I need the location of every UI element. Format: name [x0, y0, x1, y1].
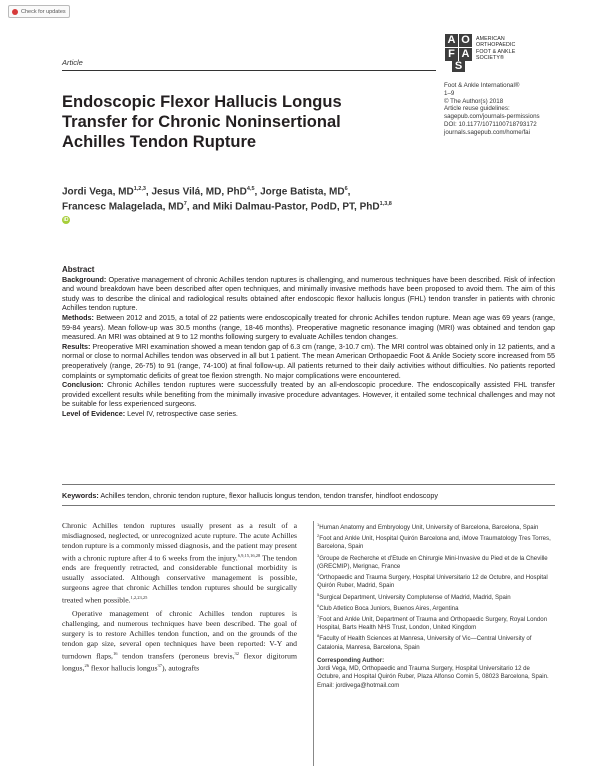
- author-affil-sup: 1,3,8: [379, 201, 392, 208]
- logo-letter: O: [459, 34, 472, 47]
- logo-letter: A: [445, 34, 458, 47]
- keywords-bottom-divider: [62, 505, 555, 506]
- author-affil-sup: 6: [344, 186, 348, 192]
- body-text-run: ), autografts: [161, 664, 200, 674]
- affiliation-text: Orthopaedic and Trauma Surgery, Hospital Universitario 12 de Octubre, and Hospital Quirón Ruber, Madrid, Spain: [317, 574, 548, 590]
- journal-info: [444, 82, 594, 137]
- keywords: [62, 491, 555, 500]
- author-sep: ,: [145, 186, 152, 198]
- citation-sup[interactable]: 16: [112, 651, 118, 656]
- corresponding-author-email[interactable]: Email: jordivega@hotmail.com: [317, 681, 400, 689]
- affiliation-sup: 3: [317, 552, 320, 558]
- abstract: [62, 265, 555, 419]
- aofas-logo: [445, 34, 595, 74]
- affiliations-divider: [313, 521, 314, 766]
- logo-line: FOOT & ANKLE: [476, 48, 516, 55]
- abstract-text: Chronic Achilles tendon ruptures were successfully treated by an all-endoscopic procedure. The endoscopically assisted FHL transfer provided excellent results while benefiting from the minimally invasive procedure advantages. However, it entailed some technical challenges and may not be suitable for less experienced surgeons.: [62, 380, 555, 409]
- body-text-run: Operative management of chronic Achilles tendon ruptures is challenging, and numerous techniques have been described. The goal of surgery is to restore Achilles tendon function, and on the grounds of the tendon gap size, several open techniques have been reported: V-Y and turndown flaps,: [62, 609, 297, 661]
- author-name: Jorge Batista, MD: [260, 186, 345, 198]
- abstract-background: [62, 275, 555, 313]
- abstract-text: Operative management of chronic Achilles tendon ruptures is challenging, and numerous techniques have been described. Risk of infection and wound breakdown have been described after open techniques, and minimally invasive methods have been proposed to avoid them. The aim of this study was to describe the clinical and radiological results obtained after endoscopic flexor hallucis longus (FHL) tendon transfer in patients with chronic Achilles tendon rupture.: [62, 274, 555, 313]
- logo-letter: A: [459, 48, 472, 61]
- body-paragraph: [62, 521, 297, 605]
- journal-reuse: Article reuse guidelines:: [444, 105, 510, 113]
- keywords-label: Keywords:: [62, 491, 99, 500]
- journal-pages: 1–9: [444, 89, 455, 97]
- abstract-label: Methods:: [62, 312, 94, 322]
- affiliation-item: [317, 571, 553, 590]
- abstract-text: Between 2012 and 2015, a total of 22 patients were endoscopically treated for chronic Achilles tendon rupture. Mean age was 69 years (range, 59-84 years). Mean follow-up was 30.5 months (range, 18-46 months). Preoperative magnetic resonance imaging (MRI) was obtained and tendon gap measured. An MRI was obtained at 9 to 12 months following surgery to evaluate Achilles tendon changes.: [62, 312, 555, 342]
- author-list: [62, 183, 392, 227]
- logo-letter: S: [452, 61, 465, 72]
- affiliation-sup: 5: [317, 591, 320, 597]
- corresponding-author-address: Jordi Vega, MD, Orthopaedic and Trauma Surgery, Hospital Universitario 12 de Octubre, and Hospital Quirón Ruber, Plaza Alfonso Comin 5, 08023 Barcelona, Spain.: [317, 665, 549, 681]
- affiliation-sup: 8: [317, 633, 320, 639]
- affiliations: [317, 521, 553, 690]
- journal-copyright: © The Author(s) 2018: [444, 97, 504, 105]
- body-text-run: flexor hallucis longus: [88, 664, 158, 674]
- abstract-label: Conclusion:: [62, 380, 104, 390]
- body-text-run: flexor digitorum longus,: [62, 651, 297, 674]
- citation-sup[interactable]: 6,9,15,16,28: [237, 552, 261, 558]
- affiliation-sup: 4: [317, 572, 320, 578]
- body-text-run: tendon transfers (peroneus brevis,: [117, 651, 235, 661]
- journal-name: Foot & Ankle International®: [444, 82, 520, 89]
- abstract-text: Preoperative MRI examination showed a mean tendon gap of 6.3 cm (range, 3-10.7 cm). The MRI control was obtained only in 12 patients, and a normal or close to normal Achilles tendon was observed in all but 1 patient. The mean American Orthopaedic Foot & Ankle Society score increased from 55 preoperatively (range, 26-75) to 91 (range, 74-100) at final follow-up. All patients returned to their daily activities without difficulties. No patients reported complaints or symptomatic deficits of great toe flexion strength. No major complications were encountered.: [62, 341, 555, 380]
- affiliation-item: [317, 591, 553, 602]
- author-sep: ,: [347, 186, 351, 198]
- journal-home-link[interactable]: journals.sagepub.com/home/fai: [444, 128, 530, 136]
- logo-society-name: [476, 36, 515, 62]
- affiliation-sup: 6: [317, 602, 320, 608]
- body-text-run: The tendon ends are frequently retracted, and considerable functional morbidity is usually associated. Although conservative management is possible, surgeons agree that chronic Achilles tendon ruptures should be surgically treated when possible.: [62, 553, 297, 605]
- citation-sup[interactable]: 1,2,23,25: [130, 594, 148, 600]
- logo-line: SOCIETY®: [476, 55, 504, 62]
- logo-letter: F: [445, 48, 458, 61]
- affiliation-text: Surgical Department, University Complutense of Madrid, Madrid, Spain: [319, 593, 511, 601]
- author-sep: , and: [186, 201, 213, 213]
- citation-sup[interactable]: 37: [157, 663, 162, 669]
- keywords-top-divider: [62, 484, 555, 485]
- article-type-label: Article: [62, 58, 83, 67]
- header-divider: [62, 70, 436, 71]
- journal-doi-link[interactable]: DOI: 10.1177/1071100718793172: [444, 120, 537, 128]
- keywords-text: Achilles tendon, chronic tendon rupture, flexor hallucis longus tendon, tendon transfer, hindfoot endoscopy: [98, 491, 438, 500]
- affiliation-text: Club Atletico Boca Juniors, Buenos Aires, Argentina: [319, 604, 459, 612]
- affiliation-item: [317, 632, 553, 651]
- journal-permissions-link[interactable]: sagepub.com/journals-permissions: [444, 113, 540, 121]
- author-name: Jordi Vega, MD: [62, 186, 134, 198]
- update-check-icon: [12, 9, 18, 15]
- affiliation-item: [317, 521, 553, 532]
- affiliation-text: Foot and Ankle Unit, Department of Trauma and Orthopaedic Surgery, Royal London Hospital, Barts Health NHS Trust, London, United Kingdom: [317, 616, 548, 632]
- affiliation-text: Groupe de Recherche et d'Etude en Chirurgie Mini-Invasive du Pied et de la Cheville (GRECMIP), Merignac, France: [317, 554, 548, 570]
- affiliation-text: Faculty of Health Sciences at Manresa, University of Vic—Central University of Catalonia, Manresa, Barcelona, Spain: [317, 635, 532, 651]
- affiliation-item: [317, 613, 553, 632]
- abstract-heading: Abstract: [62, 265, 95, 274]
- abstract-label: Level of Evidence:: [62, 408, 126, 418]
- body-paragraph: [62, 609, 297, 674]
- author-name: Jesus Vilá, MD, PhD: [151, 186, 247, 198]
- author-affil-sup: 1,2,3: [133, 186, 146, 192]
- article-title: Endoscopic Flexor Hallucis Longus Transfer for Chronic Noninsertional Achilles Tendon Rupture: [62, 93, 342, 151]
- affiliation-item: [317, 532, 553, 551]
- citation-sup[interactable]: 26: [84, 663, 89, 669]
- affiliation-text: Human Anatomy and Embryology Unit, University of Barcelona, Barcelona, Spain: [319, 524, 539, 532]
- citation-sup[interactable]: 32: [234, 651, 239, 656]
- author-name: Miki Dalmau-Pastor, PodD, PT, PhD: [212, 201, 380, 213]
- author-affil-sup: 7: [183, 201, 187, 208]
- logo-line: ORTHOPAEDIC: [476, 42, 516, 49]
- affiliation-sup: 1: [317, 522, 320, 527]
- affiliation-item: [317, 552, 553, 571]
- body-text-run: Chronic Achilles tendon ruptures usually present as a result of a misdiagnosed, neglected, or unrecognized acute rupture. The acute Achilles tendon rupture is a commonly missed diagnosis, and the patient may present with a chronic rupture after 4 to 6 weeks from the injury.: [62, 521, 297, 563]
- affiliation-item: [317, 602, 553, 613]
- check-updates-label: Check for updates: [21, 8, 66, 15]
- affiliation-sup: 7: [317, 614, 320, 620]
- orcid-icon[interactable]: iD: [63, 217, 69, 224]
- abstract-level-of-evidence: [62, 409, 555, 419]
- author-name: Francesc Malagelada, MD: [62, 201, 184, 213]
- author-sep: ,: [254, 186, 261, 198]
- check-for-updates-badge[interactable]: [8, 5, 70, 18]
- abstract-conclusion: [62, 380, 555, 409]
- body-text: [62, 521, 297, 678]
- abstract-text: Level IV, retrospective case series.: [125, 408, 238, 418]
- logo-line: AMERICAN: [476, 36, 505, 42]
- affiliation-sup: 2: [317, 533, 320, 539]
- abstract-label: Background:: [62, 274, 107, 284]
- author-affil-sup: 4,5: [246, 186, 255, 192]
- corresponding-author-heading: Corresponding Author:: [317, 656, 385, 664]
- abstract-label: Results:: [62, 341, 91, 351]
- abstract-methods: [62, 313, 555, 342]
- abstract-results: [62, 342, 555, 380]
- affiliation-text: Foot and Ankle Unit, Hospital Quirón Barcelona and, iMove Traumatology Tres Torres, Barcelona, Spain: [317, 535, 551, 551]
